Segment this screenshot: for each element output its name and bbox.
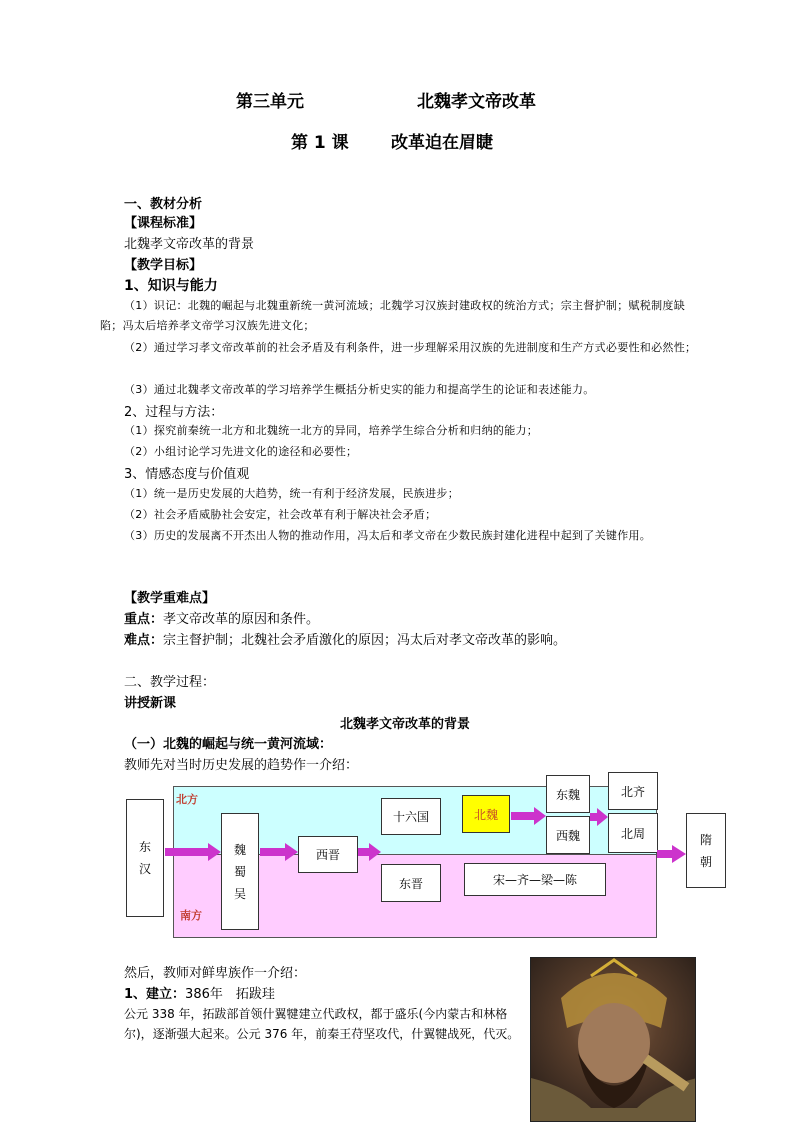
box-beiwei: 北魏: [462, 795, 510, 833]
box-xiwei: 西魏: [546, 816, 590, 854]
emotion-item-3: （3）历史的发展离不开杰出人物的推动作用，冯太后和孝文帝在少数民族封建化进程中起到了关键作用。: [124, 529, 652, 542]
suichao-char-2: 朝: [699, 854, 712, 869]
difficult-point-text: 宗主督护制；北魏社会矛盾激化的原因；冯太后对孝文帝改革的影响。: [163, 633, 567, 648]
arrow-donghan-to-wss: [165, 843, 221, 861]
difficult-point-label: 难点：: [124, 633, 164, 648]
history-paragraph: 公元 338 年，拓跋部首领什翼犍建立代政权，都于盛乐(今内蒙古和林格尔)，逐渐强大起来。公元 376 年，前秦王苻坚攻代，什翼犍战死，代灭。: [124, 1007, 520, 1041]
portrait-illustration: [531, 958, 696, 1122]
knowledge-item-3: （3）通过北魏孝文帝改革的学习培养学生概括分析史实的能力和提高学生的论证和表述能力。: [124, 383, 595, 396]
arrow-beiwei-split: [511, 807, 546, 825]
box-southern-dynasties: 宋—齐—梁—陈: [464, 863, 606, 896]
wss-char-3: 吴: [233, 886, 246, 901]
curriculum-standard-label: 【课程标准】: [124, 216, 203, 231]
emotion-item-2: （2）社会矛盾威胁社会安定，社会改革有利于解决社会矛盾；: [124, 508, 437, 521]
donghan-char-1: 东: [138, 840, 151, 854]
process-item-2: （2）小组讨论学习先进文化的途径和必要性；: [124, 445, 358, 458]
curriculum-standard-text: 北魏孝文帝改革的背景: [124, 237, 255, 252]
arrow-xijin-to-dongjin: [358, 843, 381, 861]
new-lesson-label: 讲授新课: [124, 696, 177, 711]
process-item-1: （1）探究前秦统一北方和北魏统一北方的异同，培养学生综合分析和归纳的能力；: [124, 424, 539, 437]
intro-text: 教师先对当时历史发展的趋势作一介绍：: [124, 758, 359, 773]
section2-heading: 二、教学过程：: [124, 675, 216, 690]
teaching-goal-label: 【教学目标】: [124, 258, 203, 273]
box-dongjin: 东晋: [381, 864, 441, 902]
key-point-text: 孝文帝改革的原因和条件。: [163, 612, 320, 627]
arrow-xiwei-to-beizhou: [590, 808, 608, 826]
wss-char-1: 魏: [233, 842, 246, 857]
key-difficult-label: 【教学重难点】: [124, 591, 216, 606]
key-point-label: 重点：: [124, 612, 164, 627]
lesson-title: 改革迫在眉睫: [391, 133, 493, 153]
arrow-to-suichao: [657, 845, 686, 863]
background-title: 北魏孝文帝改革的背景: [340, 717, 471, 732]
south-label: 南方: [180, 909, 202, 922]
suichao-char-1: 隋: [699, 832, 712, 847]
arrow-wss-to-xijin: [260, 843, 298, 861]
lesson-label: 第 1 课: [291, 133, 349, 153]
process-title: 2、过程与方法：: [124, 405, 224, 420]
part1-heading: （一）北魏的崛起与统一黄河流域：: [124, 737, 333, 752]
establishment-line: [124, 983, 275, 1002]
box-beiqi: 北齐: [608, 772, 658, 810]
unit-title: 北魏孝文帝改革: [417, 92, 536, 112]
establishment-label: 1、建立：: [124, 987, 186, 1002]
knowledge-item-2: （2）通过学习孝文帝改革前的社会矛盾及有利条件，进一步理解采用汉族的先进制度和生产方式必要性和必然性；: [124, 341, 697, 354]
section1-heading: 一、教材分析: [124, 197, 203, 212]
emotion-item-1: （1）统一是历史发展的大趋势，统一有利于经济发展，民族进步；: [124, 487, 459, 500]
tuoba-gui-portrait: [530, 957, 696, 1122]
box-dongwei: 东魏: [546, 775, 590, 813]
box-xijin: 西晋: [298, 836, 358, 873]
donghan-char-2: 汉: [138, 862, 151, 876]
establishment-text: 386年 拓跋珪: [185, 987, 275, 1002]
wss-char-2: 蜀: [233, 864, 246, 879]
north-label: 北方: [176, 793, 198, 806]
box-shiliuguo: 十六国: [381, 798, 441, 835]
unit-label: 第三单元: [236, 92, 304, 112]
knowledge-title: 1、知识与能力: [124, 278, 218, 294]
knowledge-item-1: （1）识记：北魏的崛起与北魏重新统一黄河流域；北魏学习汉族封建政权的统治方式；宗主督护制；赋税制度缺陷；冯太后培养孝文帝学习汉族先进文化；: [100, 299, 685, 332]
box-beizhou: 北周: [608, 813, 658, 853]
emotion-title: 3、情感态度与价值观: [124, 467, 250, 482]
then-text: 然后，教师对鲜卑族作一介绍：: [124, 966, 307, 981]
